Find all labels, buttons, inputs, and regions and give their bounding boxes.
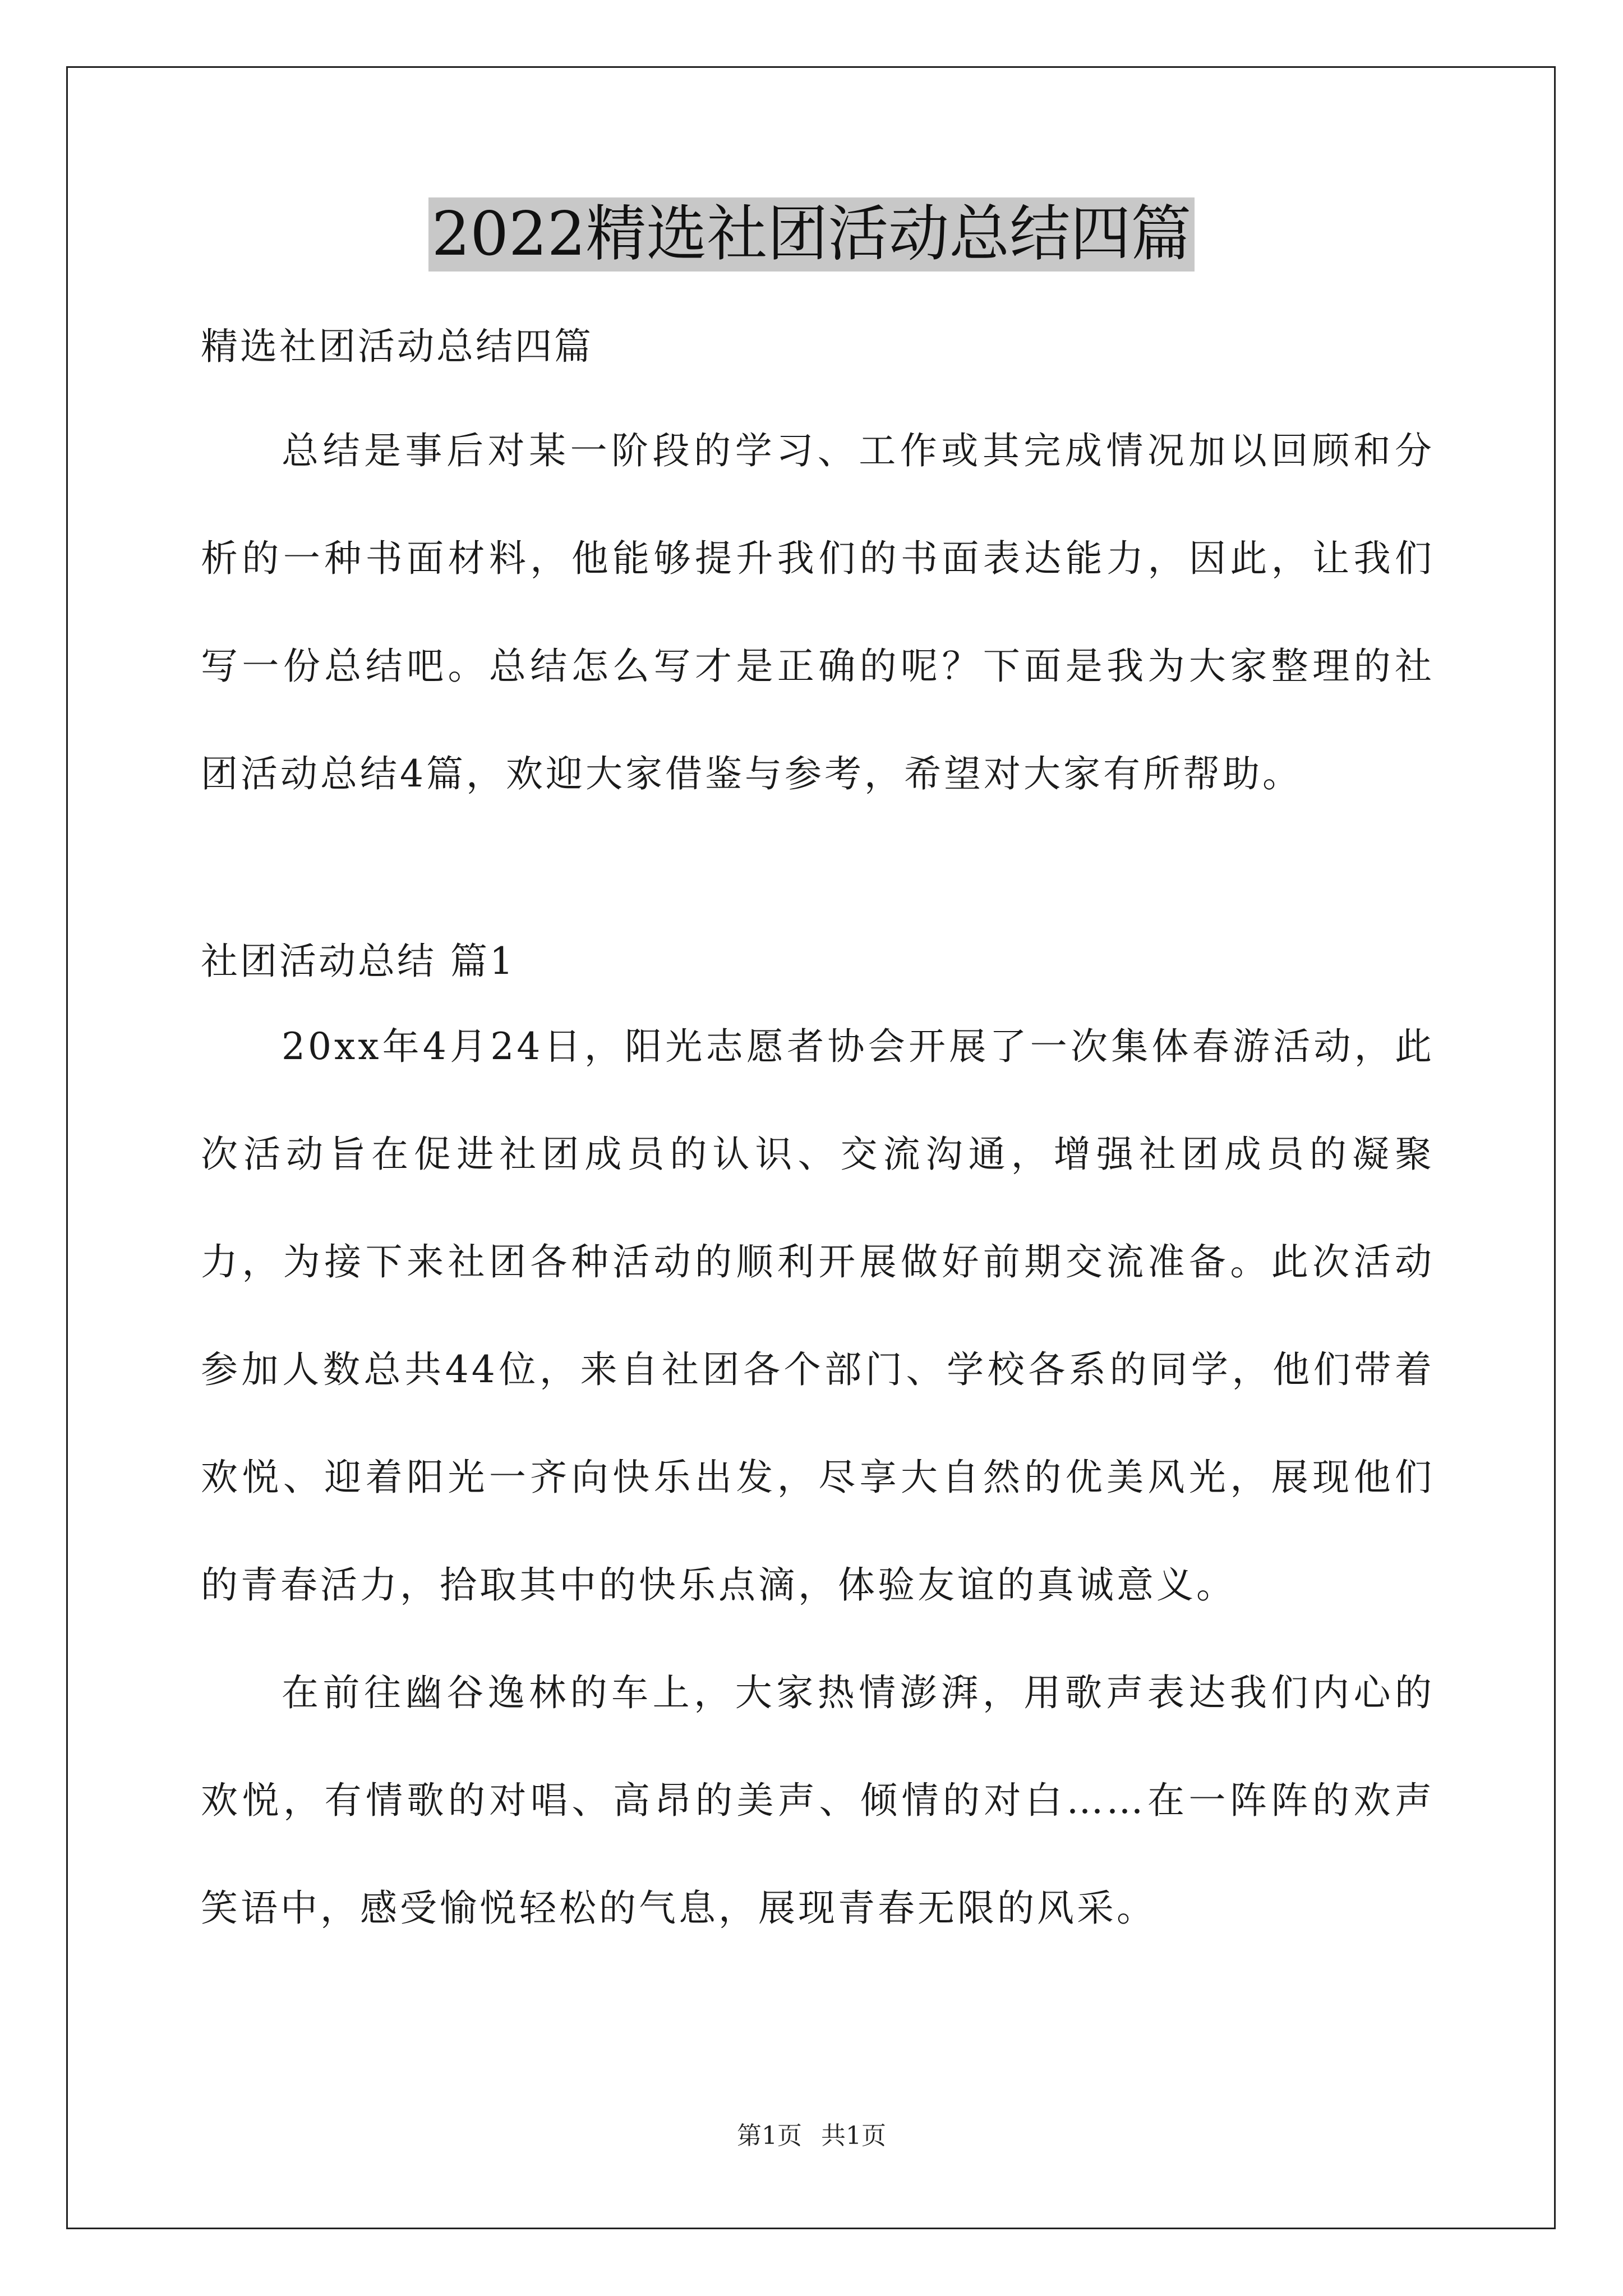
document-title: 2022精选社团活动总结四篇 (428, 197, 1195, 272)
page-footer (0, 2120, 1623, 2152)
intro-paragraph: 总结是事后对某一阶段的学习、工作或其完成情况加以回顾和分析的一种书面材料，他能够提升我们的书面表达能力，因此，让我们写一份总结吧。总结怎么写才是正确的呢？下面是我为大家整理的社团活动总结4篇，欢迎大家借鉴与参考，希望对大家有所帮助。 (201, 429, 1435, 795)
document-subtitle: 精选社团活动总结四篇 (201, 325, 593, 368)
page-total: 共1页 (821, 2122, 886, 2150)
document-body (201, 303, 1435, 1962)
body-paragraph-1: 20xx年4月24日，阳光志愿者协会开展了一次集体春游活动，此次活动旨在促进社团成员的认识、交流沟通，增强社团成员的凝聚力，为接下来社团各种活动的顺利开展做好前期交流准备。此次活动参加人数总共44位，来自社团各个部门、学校各系的同学，他们带着欢悦、迎着阳光一齐向快乐出发，尽享大自然的优美风光，展现他们的青春活力，拾取其中的快乐点滴，体验友谊的真诚意义。 (201, 1025, 1435, 1607)
page-number: 第1页 (737, 2122, 802, 2150)
section-heading: 社团活动总结 篇1 (201, 940, 515, 983)
body-paragraph-2: 在前往幽谷逸林的车上，大家热情澎湃，用歌声表达我们内心的欢悦，有情歌的对唱、高昂的美声、倾情的对白……在一阵阵的欢声笑语中，感受愉悦轻松的气息，展现青春无限的风采。 (201, 1671, 1435, 1930)
title-container (0, 197, 1623, 272)
